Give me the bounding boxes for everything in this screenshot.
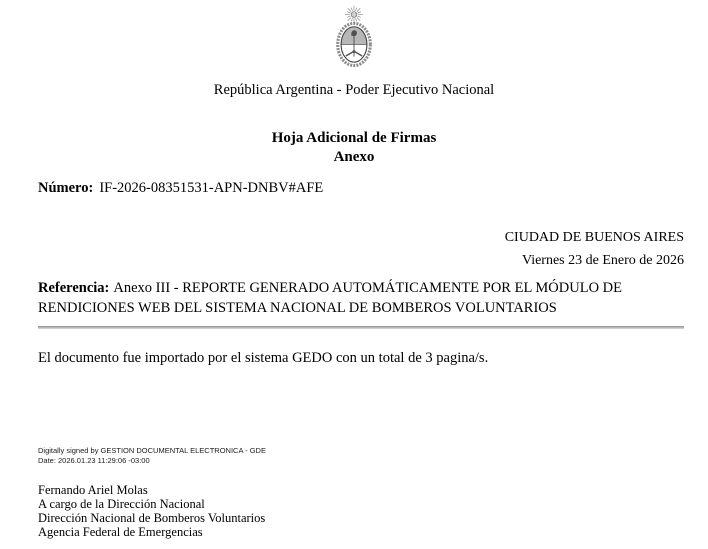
- section-divider: [38, 326, 684, 329]
- body-text: El documento fue importado por el sistema GEDO con un total de 3 pagina/s.: [38, 350, 489, 366]
- signer-agency: Agencia Federal de Emergencias: [38, 525, 203, 539]
- reference-label: Referencia:: [38, 280, 110, 296]
- stamp-signed-by: Digitally signed by GESTION DOCUMENTAL ELECTRONICA - GDE: [38, 446, 266, 455]
- signer-unit: Dirección Nacional de Bomberos Voluntarios: [38, 511, 266, 525]
- signer-role: A cargo de la Dirección Nacional: [38, 497, 205, 511]
- signer-name: Fernando Ariel Molas: [38, 483, 148, 497]
- document-number-label: Número:: [38, 180, 94, 196]
- argentina-coat-of-arms-icon: [320, 4, 388, 74]
- reference-text: Anexo III - REPORTE GENERADO AUTOMÁTICAMENTE POR EL MÓDULO DE RENDICIONES WEB DEL SISTEMA NACIONAL DE BOMBEROS VOLUNTARIOS: [38, 280, 622, 316]
- title-block: [0, 129, 708, 167]
- document-number-line: [38, 180, 323, 197]
- stamp-date: Date: 2026.01.23 11:29:06 -03:00: [38, 456, 150, 465]
- city-line: CIUDAD DE BUENOS AIRES: [504, 230, 684, 245]
- document-number-value: IF-2026-08351531-APN-DNBV#AFE: [99, 180, 324, 196]
- republic-header: República Argentina - Poder Ejecutivo Nacional: [213, 82, 495, 98]
- reference-paragraph: [38, 278, 638, 318]
- digital-signature-stamp: [38, 446, 266, 466]
- page-title: Hoja Adicional de Firmas: [271, 130, 437, 146]
- date-line: Viernes 23 de Enero de 2026: [521, 253, 684, 268]
- place-date-block: [505, 226, 684, 272]
- page-subtitle: Anexo: [333, 149, 375, 165]
- signer-block: [38, 483, 265, 539]
